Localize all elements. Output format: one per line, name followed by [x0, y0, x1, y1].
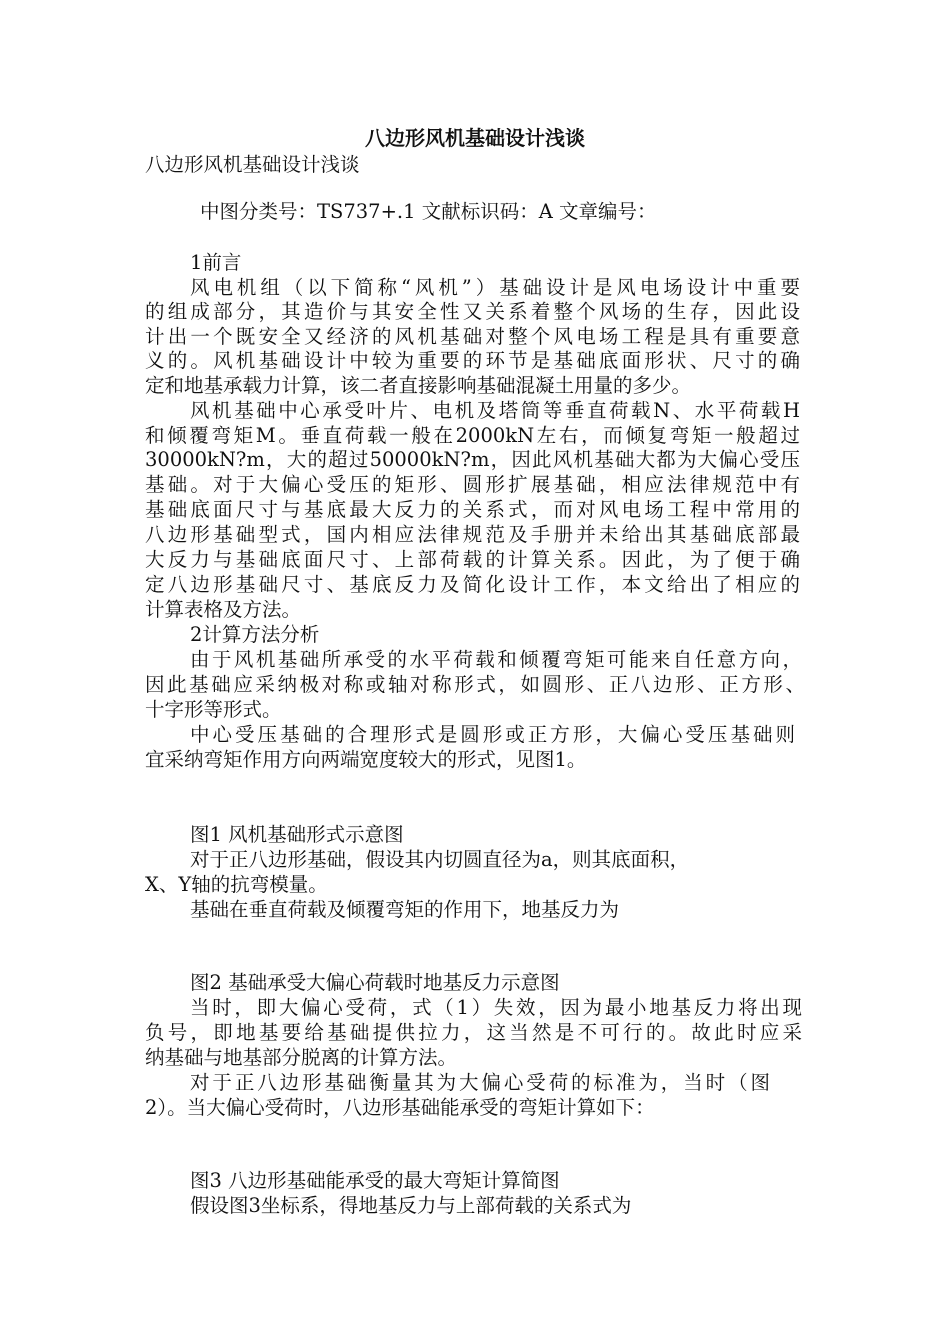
paragraph-line: 大反力与基础底面尺寸、上部荷载的计算关系。因此，为了便于确	[145, 548, 800, 571]
paragraph-line: 基础底面尺寸与基底最大反力的关系式，而对风电场工程中常用的	[145, 498, 800, 521]
paragraph-line: 中心受压基础的合理形式是圆形或正方形，大偏心受压基础则	[190, 723, 795, 746]
subtitle-line: 八边形风机基础设计浅谈	[145, 153, 360, 176]
paragraph-line: 基础。对于大偏心受压的矩形、圆形扩展基础，相应法律规范中有	[145, 473, 800, 496]
paragraph-line: 基础在垂直荷载及倾覆弯矩的作用下，地基反力为	[190, 898, 620, 921]
paragraph-line: 宜采纳弯矩作用方向两端宽度较大的形式，见图1。	[145, 748, 587, 771]
paragraph-line: 当时，即大偏心受荷，式（1）失效，因为最小地基反力将出现	[190, 996, 802, 1019]
paragraph-line: 风电机组（以下简称“风机”）基础设计是风电场设计中重要	[190, 276, 800, 299]
paragraph-line: 定和地基承载力计算，该二者直接影响基础混凝土用量的多少。	[145, 374, 692, 397]
section-heading-preface: 1前言	[190, 251, 242, 274]
paragraph-line: 定八边形基础尺寸、基底反力及简化设计工作，本文给出了相应的	[145, 573, 800, 596]
figure-caption-1: 图1 风机基础形式示意图	[190, 823, 404, 846]
paragraph-line: 风机基础中心承受叶片、电机及塔筒等垂直荷载N、水平荷载H	[190, 399, 800, 422]
figure-caption-3: 图3 八边形基础能承受的最大弯矩计算简图	[190, 1169, 560, 1192]
paragraph-line: 计出一个既安全又经济的风机基础对整个风电场工程是具有重要意	[145, 325, 800, 348]
paragraph-line: 和倾覆弯矩M。垂直荷载一般在2000kN左右，而倾复弯矩一般超过	[145, 424, 800, 447]
paragraph-line: 十字形等形式。	[145, 698, 282, 721]
paragraph-line: 2）。当大偏心受荷时，八边形基础能承受的弯矩计算如下：	[145, 1096, 655, 1119]
paragraph-line: 负号，即地基要给基础提供拉力，这当然是不可行的。故此时应采	[145, 1021, 802, 1044]
paragraph-line: 计算表格及方法。	[145, 598, 302, 621]
paragraph-line: 的组成部分，其造价与其安全性又关系着整个风场的生存，因此设	[145, 300, 800, 323]
document-title: 八边形风机基础设计浅谈	[365, 126, 585, 150]
paragraph-line: 30000kN?m，大的超过50000kN?m，因此风机基础大都为大偏心受压	[145, 448, 800, 471]
figure-caption-2: 图2 基础承受大偏心荷载时地基反力示意图	[190, 971, 560, 994]
paragraph-line: 因此基础应采纳极对称或轴对称形式，如圆形、正八边形、正方形、	[145, 673, 805, 696]
paragraph-line: 对于正八边形基础衡量其为大偏心受荷的标准为，当时（图	[190, 1071, 770, 1094]
paragraph-line: 义的。风机基础设计中较为重要的环节是基础底面形状、尺寸的确	[145, 349, 800, 372]
paragraph-line: 纳基础与地基部分脱离的计算方法。	[145, 1046, 458, 1069]
classification-line: 中图分类号：TS737+.1 文献标识码：A 文章编号：	[200, 200, 657, 223]
paragraph-line: 八边形基础型式，国内相应法律规范及手册并未给出其基础底部最	[145, 523, 800, 546]
paragraph-line: X、Y轴的抗弯模量。	[145, 873, 328, 896]
paragraph-line: 假设图3坐标系，得地基反力与上部荷载的关系式为	[190, 1194, 632, 1217]
section-heading-method: 2计算方法分析	[190, 623, 320, 646]
paragraph-line: 由于风机基础所承受的水平荷载和倾覆弯矩可能来自任意方向，	[190, 648, 802, 671]
paragraph-line: 对于正八边形基础，假设其内切圆直径为a，则其底面积，	[190, 848, 690, 871]
